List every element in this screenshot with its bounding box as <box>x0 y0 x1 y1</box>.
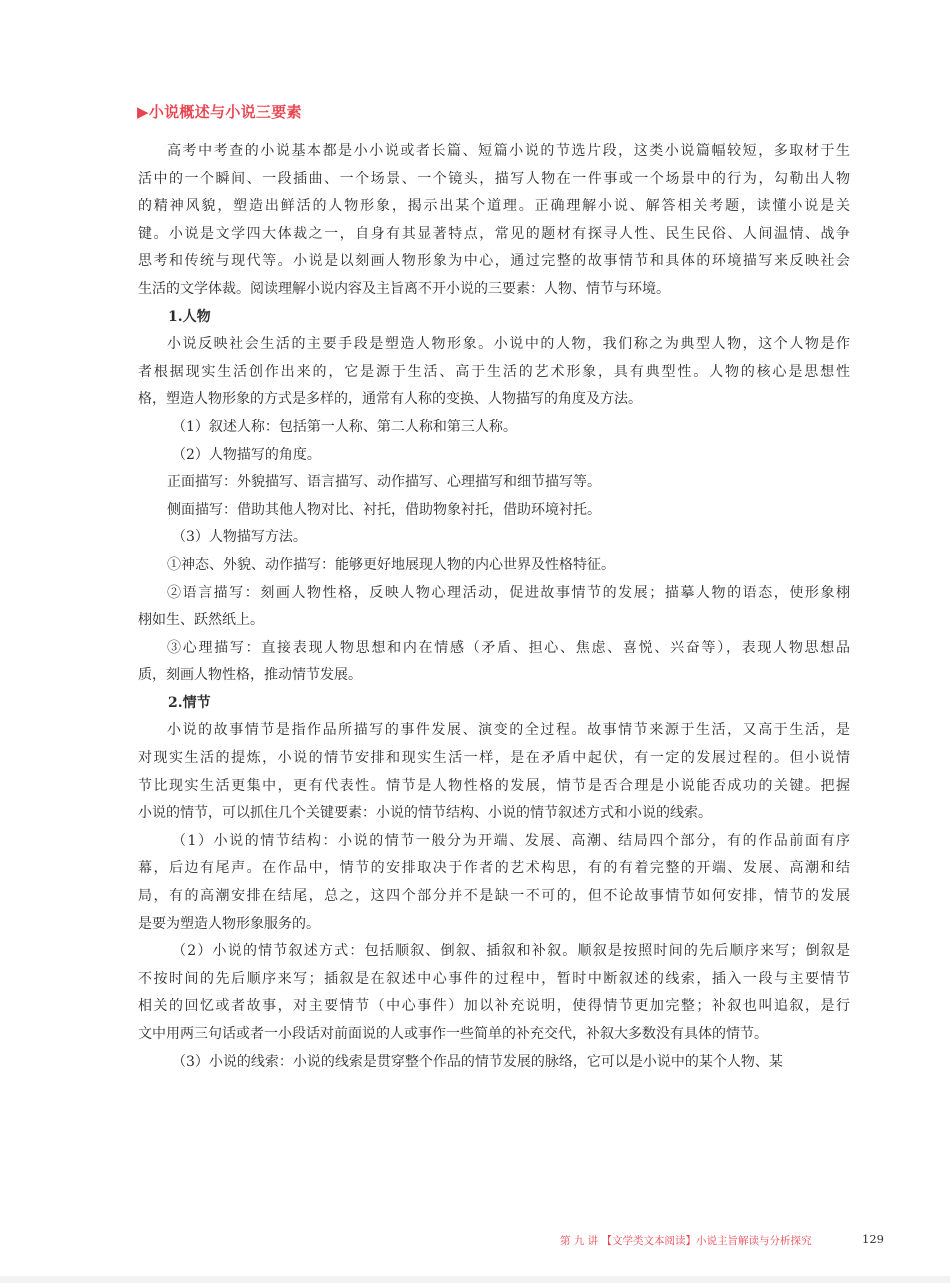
intro-line: 生活的文学体裁。阅读理解小说内容及主旨离不开小说的三要素：人物、情节与环境。 <box>138 280 670 297</box>
heading-plot: 2.情节 <box>168 694 211 711</box>
list-item: （1）小说的情节结构：小说的情节一般分为开端、发展、高潮、结局四个部分，有的作品前面有序 <box>172 832 850 849</box>
footer-label: 第 九 讲 【文学类文本阅读】小说主旨解读与分析探究 <box>560 1235 812 1247</box>
list-item: ①神态、外貌、动作描写：能够更好地展现人物的内心世界及性格特征。 <box>167 556 615 573</box>
paragraph-line: 不按时间的先后顺序来写；插叙是在叙述中心事件的过程中，暂时中断叙述的线索，插入一段与主要情节 <box>138 970 850 987</box>
list-item: （3）小说的线索：小说的线索是贯穿整个作品的情节发展的脉络，它可以是小说中的某个人物、某 <box>172 1053 783 1070</box>
intro-line: 活中的一个瞬间、一段插曲、一个场景、一个镜头，描写人物在一件事或一个场景中的行为，勾勒出人物 <box>138 170 850 187</box>
intro-line: 思考和传统与现代等。小说是以刻画人物形象为中心，通过完整的故事情节和具体的环境描写来反映社会 <box>138 253 850 270</box>
paragraph-line: 相关的回忆或者故事，对主要情节（中心事件）加以补充说明，使得情节更加完整；补叙也叫追叙，是行 <box>138 998 850 1015</box>
paragraph-line: 正面描写：外貌描写、语言描写、动作描写、心理描写和细节描写等。 <box>167 474 601 491</box>
heading-characters: 1.人物 <box>168 308 211 325</box>
paragraph-line: 是要为塑造人物形象服务的。 <box>138 915 320 932</box>
bottom-divider <box>0 1276 950 1283</box>
section-title: ▶小说概述与小说三要素 <box>137 103 302 121</box>
paragraph-line: 幕，后边有尾声。在作品中，情节的安排取决于作者的艺术构思，有的有着完整的开端、发展、高潮和结 <box>138 860 850 877</box>
list-item: ③心理描写：直接表现人物思想和内在情感（矛盾、担心、焦虑、喜悦、兴奋等），表现人物思想品 <box>167 639 850 656</box>
list-item: （1）叙述人称：包括第一人称、第二人称和第三人称。 <box>172 418 517 435</box>
paragraph-line: 小说的故事情节是指作品所描写的事件发展、演变的全过程。故事情节来源于生活，又高于生活，是 <box>167 722 850 739</box>
paragraph-line: 者根据现实生活创作出来的，它是源于生活、高于生活的艺术形象，具有典型性。人物的核心是思想性 <box>138 363 850 380</box>
paragraph-line: 小说反映社会生活的主要手段是塑造人物形象。小说中的人物，我们称之为典型人物，这个人物是作 <box>167 336 850 353</box>
intro-line: 键。小说是文学四大体裁之一，自身有其显著特点，常见的题材有探寻人性、民生民俗、人间温情、战争 <box>138 225 850 242</box>
intro-line: 的精神风貌，塑造出鲜活的人物形象，揭示出某个道理。正确理解小说、解答相关考题，读懂小说是关 <box>138 198 850 215</box>
paragraph-line: 格，塑造人物形象的方式是多样的，通常有人称的变换、人物描写的角度及方法。 <box>138 391 642 408</box>
paragraph-line: 侧面描写：借助其他人物对比、衬托，借助物象衬托，借助环境衬托。 <box>167 501 601 518</box>
page-footer <box>560 1232 884 1248</box>
list-item: （3）人物描写方法。 <box>172 529 307 546</box>
list-item: ②语言描写：刻画人物性格，反映人物心理活动，促进故事情节的发展；描摹人物的语态，使形象栩 <box>167 584 850 601</box>
paragraph-line: 小说的情节，可以抓住几个关键要素：小说的情节结构、小说的情节叙述方式和小说的线索。 <box>138 805 712 822</box>
body-text <box>138 138 850 1076</box>
intro-line: 高考中考查的小说基本都是小小说或者长篇、短篇小说的节选片段，这类小说篇幅较短，多取材于生 <box>167 143 850 159</box>
paragraph-line: 节比现实生活更集中，更有代表性。情节是人物性格的发展，情节是否合理是小说能否成功的关键。把握 <box>138 777 850 794</box>
list-item: （2）小说的情节叙述方式：包括顺叙、倒叙、插叙和补叙。顺叙是按照时间的先后顺序来写；倒叙是 <box>172 943 850 960</box>
page-number: 129 <box>862 1232 884 1246</box>
paragraph-line: 质，刻画人物性格，推动情节发展。 <box>138 667 362 684</box>
paragraph-line: 栩如生、跃然纸上。 <box>138 612 264 629</box>
list-item: （2）人物描写的角度。 <box>172 446 321 463</box>
paragraph-line: 对现实生活的提炼，小说的情节安排和现实生活一样，是在矛盾中起伏，有一定的发展过程的。但小说情 <box>138 750 850 767</box>
paragraph-line: 局，有的高潮安排在结尾，总之，这四个部分并不是缺一不可的，但不论故事情节如何安排，情节的发展 <box>138 888 850 905</box>
paragraph-line: 文中用两三句话或者一小段话对前面说的人或事作一些简单的补充交代，补叙大多数没有具体的情节。 <box>138 1026 768 1042</box>
